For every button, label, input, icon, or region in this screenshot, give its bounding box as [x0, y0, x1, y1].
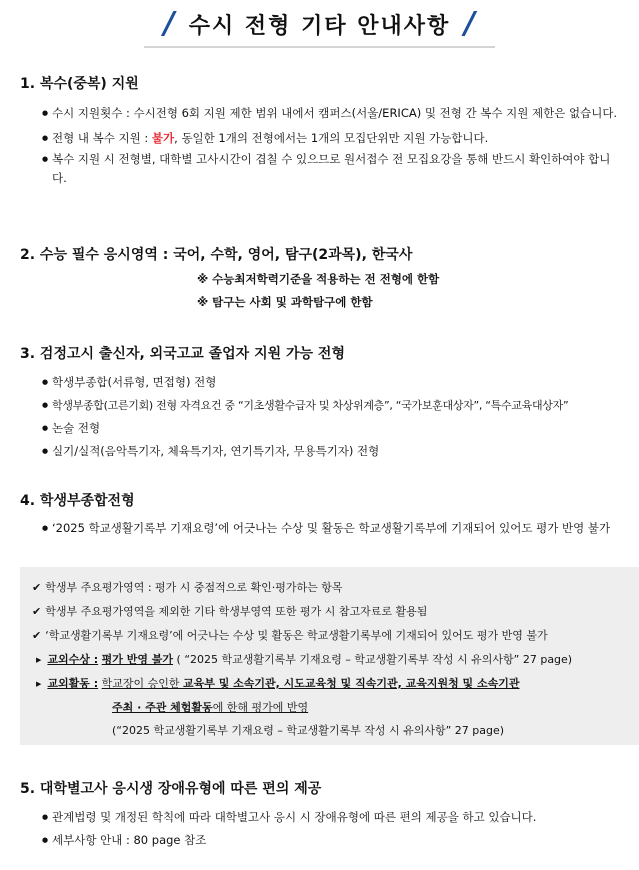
- rule-label: 교외수상 :: [47, 653, 99, 666]
- list-item: ● 전형 내 복수 지원 : 불가, 동일한 1개의 전형에서는 1개의 모집단위만 지원 가능합니다.: [42, 127, 632, 150]
- rule-emphasis: 평가 반영 불가: [101, 653, 174, 666]
- bullet-list: [42, 518, 632, 539]
- bullet-list: [42, 371, 632, 463]
- list-item: ● 세부사항 안내 : 80 page 참조: [42, 829, 632, 852]
- activity-reference: (“2025 학교생활기록부 기재요령 – 학교생활기록부 작성 시 유의사항” 27 page): [112, 724, 505, 737]
- note: ※ 탐구는 사회 및 과학탐구에 한함: [197, 295, 373, 309]
- list-item: ● 학생부종합(고른기회) 전형 자격요건 중 “기초생활수급자 및 차상위계층”, “국가보훈대상자”, “특수교육대상자”: [42, 394, 632, 417]
- check-item: ✔ 학생부 주요평가영역을 제외한 기타 학생부영역 또한 평가 시 참고자료로 활용됨: [32, 605, 428, 618]
- section-heading: 2. 수능 필수 응시영역 : 국어, 수학, 영어, 탐구(2과목), 한국사: [20, 247, 413, 263]
- page-header: [0, 0, 639, 52]
- page-title: 수시 전형 기타 안내사항: [188, 13, 451, 39]
- check-icon: ✔: [32, 581, 42, 594]
- bullet-list: [42, 104, 632, 188]
- list-item: ● 관계법령 및 개정된 학칙에 따라 대학별고사 응시 시 장애유형에 따른 편의 제공을 하고 있습니다.: [42, 806, 632, 829]
- check-item: ✔ 학생부 주요평가영역 : 평가 시 중점적으로 확인·평가하는 항목: [32, 581, 343, 594]
- triangle-icon: ▶: [36, 680, 42, 688]
- note: ※ 수능최저학력기준을 적용하는 전 전형에 한함: [197, 272, 440, 286]
- section-heading: 4. 학생부종합전형: [20, 493, 135, 509]
- activity-rule-continued: 주최 · 주관 체험활동에 한해 평가에 반영: [112, 701, 309, 714]
- slash-left-icon: /: [163, 6, 175, 41]
- triangle-icon: ▶: [36, 656, 42, 664]
- slash-right-icon: /: [464, 6, 476, 41]
- activity-rule: ▶ 교외활동 : 학교장이 승인한 교육부 및 소속기관, 시도교육청 및 직속기관, 교육지원청 및 소속기관: [36, 677, 520, 690]
- section-heading: 5. 대학별고사 응시생 장애유형에 따른 편의 제공: [20, 781, 322, 797]
- list-item: ● 복수 지원 시 전형별, 대학별 고사시간이 겹칠 수 있으므로 원서접수 전 모집요강을 통해 반드시 확인하여야 합니다.: [42, 150, 632, 188]
- notice-box: [20, 567, 639, 745]
- check-icon: ✔: [32, 629, 42, 642]
- list-item: ● 논술 전형: [42, 417, 632, 440]
- rule-label: 교외활동 :: [47, 677, 99, 690]
- list-item: ● 실기/실적(음악특기자, 체육특기자, 연기특기자, 무용특기자) 전형: [42, 440, 632, 463]
- warning-text: 불가: [151, 131, 175, 145]
- award-rule: ▶ 교외수상 : 평가 반영 불가 ( “2025 학교생활기록부 기재요령 – 학교생활기록부 작성 시 유의사항” 27 page): [36, 653, 573, 666]
- check-item: ✔ ‘학교생활기록부 기재요령’에 어긋나는 수상 및 활동은 학교생활기록부에 기재되어 있어도 평가 반영 불가: [32, 629, 548, 642]
- section-heading: 1. 복수(중복) 지원: [20, 76, 139, 92]
- list-item: ● 수시 지원횟수 : 수시전형 6회 지원 제한 범위 내에서 캠퍼스(서울/ERICA) 및 전형 간 복수 지원 제한은 없습니다.: [42, 104, 632, 123]
- title-bar: [144, 5, 495, 48]
- bullet-list: [42, 806, 632, 852]
- list-item: ● ‘2025 학교생활기록부 기재요령’에 어긋나는 수상 및 활동은 학교생활기록부에 기재되어 있어도 평가 반영 불가: [42, 518, 632, 539]
- list-item: ● 학생부종합(서류형, 면접형) 전형: [42, 371, 632, 394]
- section-heading: 3. 검정고시 출신자, 외국고교 졸업자 지원 가능 전형: [20, 346, 345, 362]
- check-icon: ✔: [32, 605, 42, 618]
